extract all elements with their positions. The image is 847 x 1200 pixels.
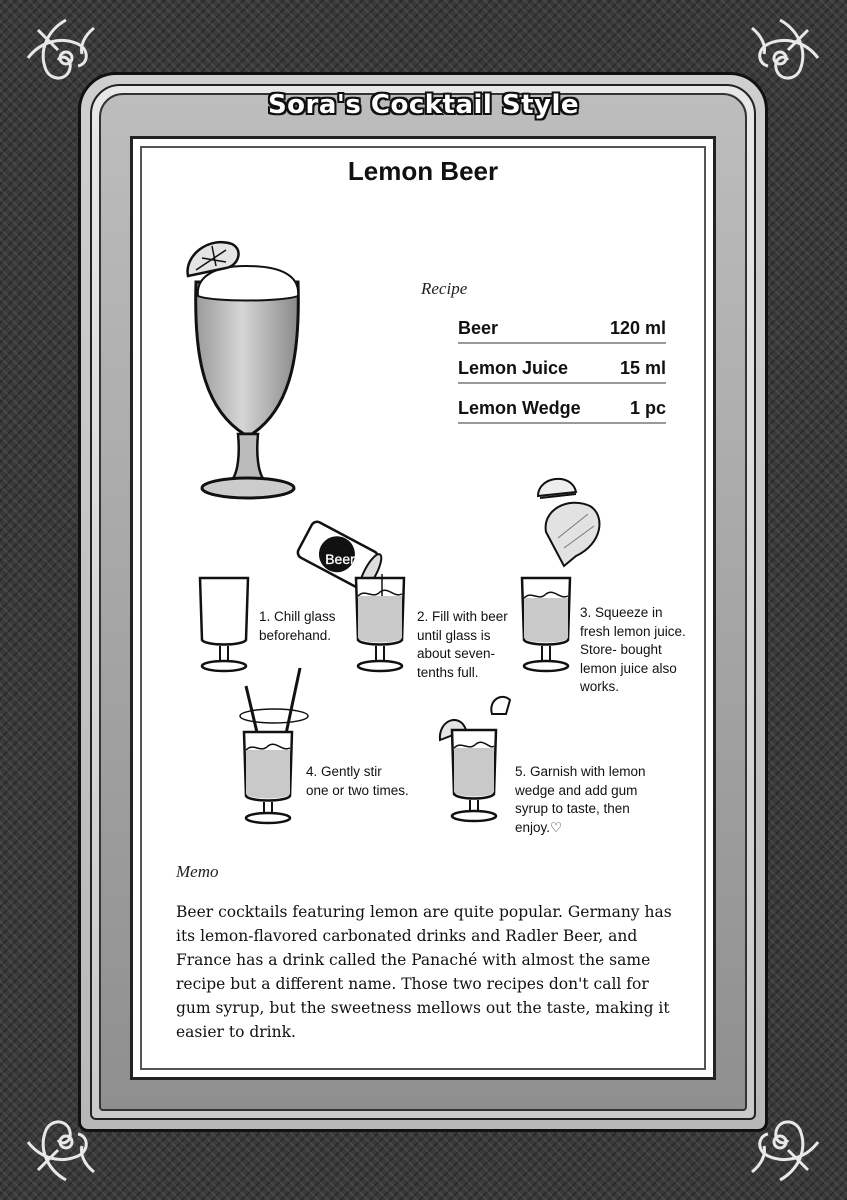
ingredient-amount: 120 ml bbox=[609, 318, 666, 338]
recipe-label: Recipe bbox=[421, 279, 468, 298]
ingredient-name: Lemon Wedge bbox=[458, 398, 581, 418]
step-2-text: 2. Fill with beer until glass is about seven- tenths full. bbox=[417, 609, 508, 680]
step-5-text: 5. Garnish with lemon wedge and add gum syrup to taste, then enjoy.♡ bbox=[515, 764, 646, 835]
filled-glass-icon bbox=[352, 574, 412, 674]
can-label: Beer bbox=[325, 551, 355, 567]
ingredient-row bbox=[458, 354, 666, 384]
empty-glass-icon bbox=[196, 574, 256, 674]
memo-text: Beer cocktails featuring lemon are quite popular. Germany has its lemon-flavored carbonated drinks and Radler Beer, and France has a drink called the Panaché with almost the same recipe but a different name. Those two recipes don't call for gum syrup, but the sweetness mellows out the taste, making it easier to drink. bbox=[176, 903, 672, 1041]
ingredient-row bbox=[458, 314, 666, 344]
garnished-glass-icon bbox=[436, 690, 526, 830]
memo-label: Memo bbox=[176, 862, 219, 881]
series-title: Sora's Cocktail Style bbox=[267, 90, 580, 120]
step-3-text: 3. Squeeze in fresh lemon juice. Store- bought lemon juice also works. bbox=[580, 605, 686, 694]
ingredient-name: Lemon Juice bbox=[458, 358, 569, 378]
ingredient-row bbox=[458, 394, 666, 424]
ingredient-name: Beer bbox=[458, 318, 499, 338]
stirring-glass-icon bbox=[234, 666, 314, 826]
ingredient-amount: 15 ml bbox=[619, 358, 666, 378]
lemon-squeezer-icon bbox=[528, 468, 618, 578]
cocktail-title: Lemon Beer bbox=[347, 156, 499, 186]
beer-glass-illustration bbox=[182, 236, 312, 506]
step-4-text: 4. Gently stir one or two times. bbox=[306, 764, 409, 798]
step-1-text: 1. Chill glass beforehand. bbox=[259, 609, 336, 643]
lemon-juice-glass-icon bbox=[518, 574, 578, 674]
ingredient-amount: 1 pc bbox=[629, 398, 666, 418]
